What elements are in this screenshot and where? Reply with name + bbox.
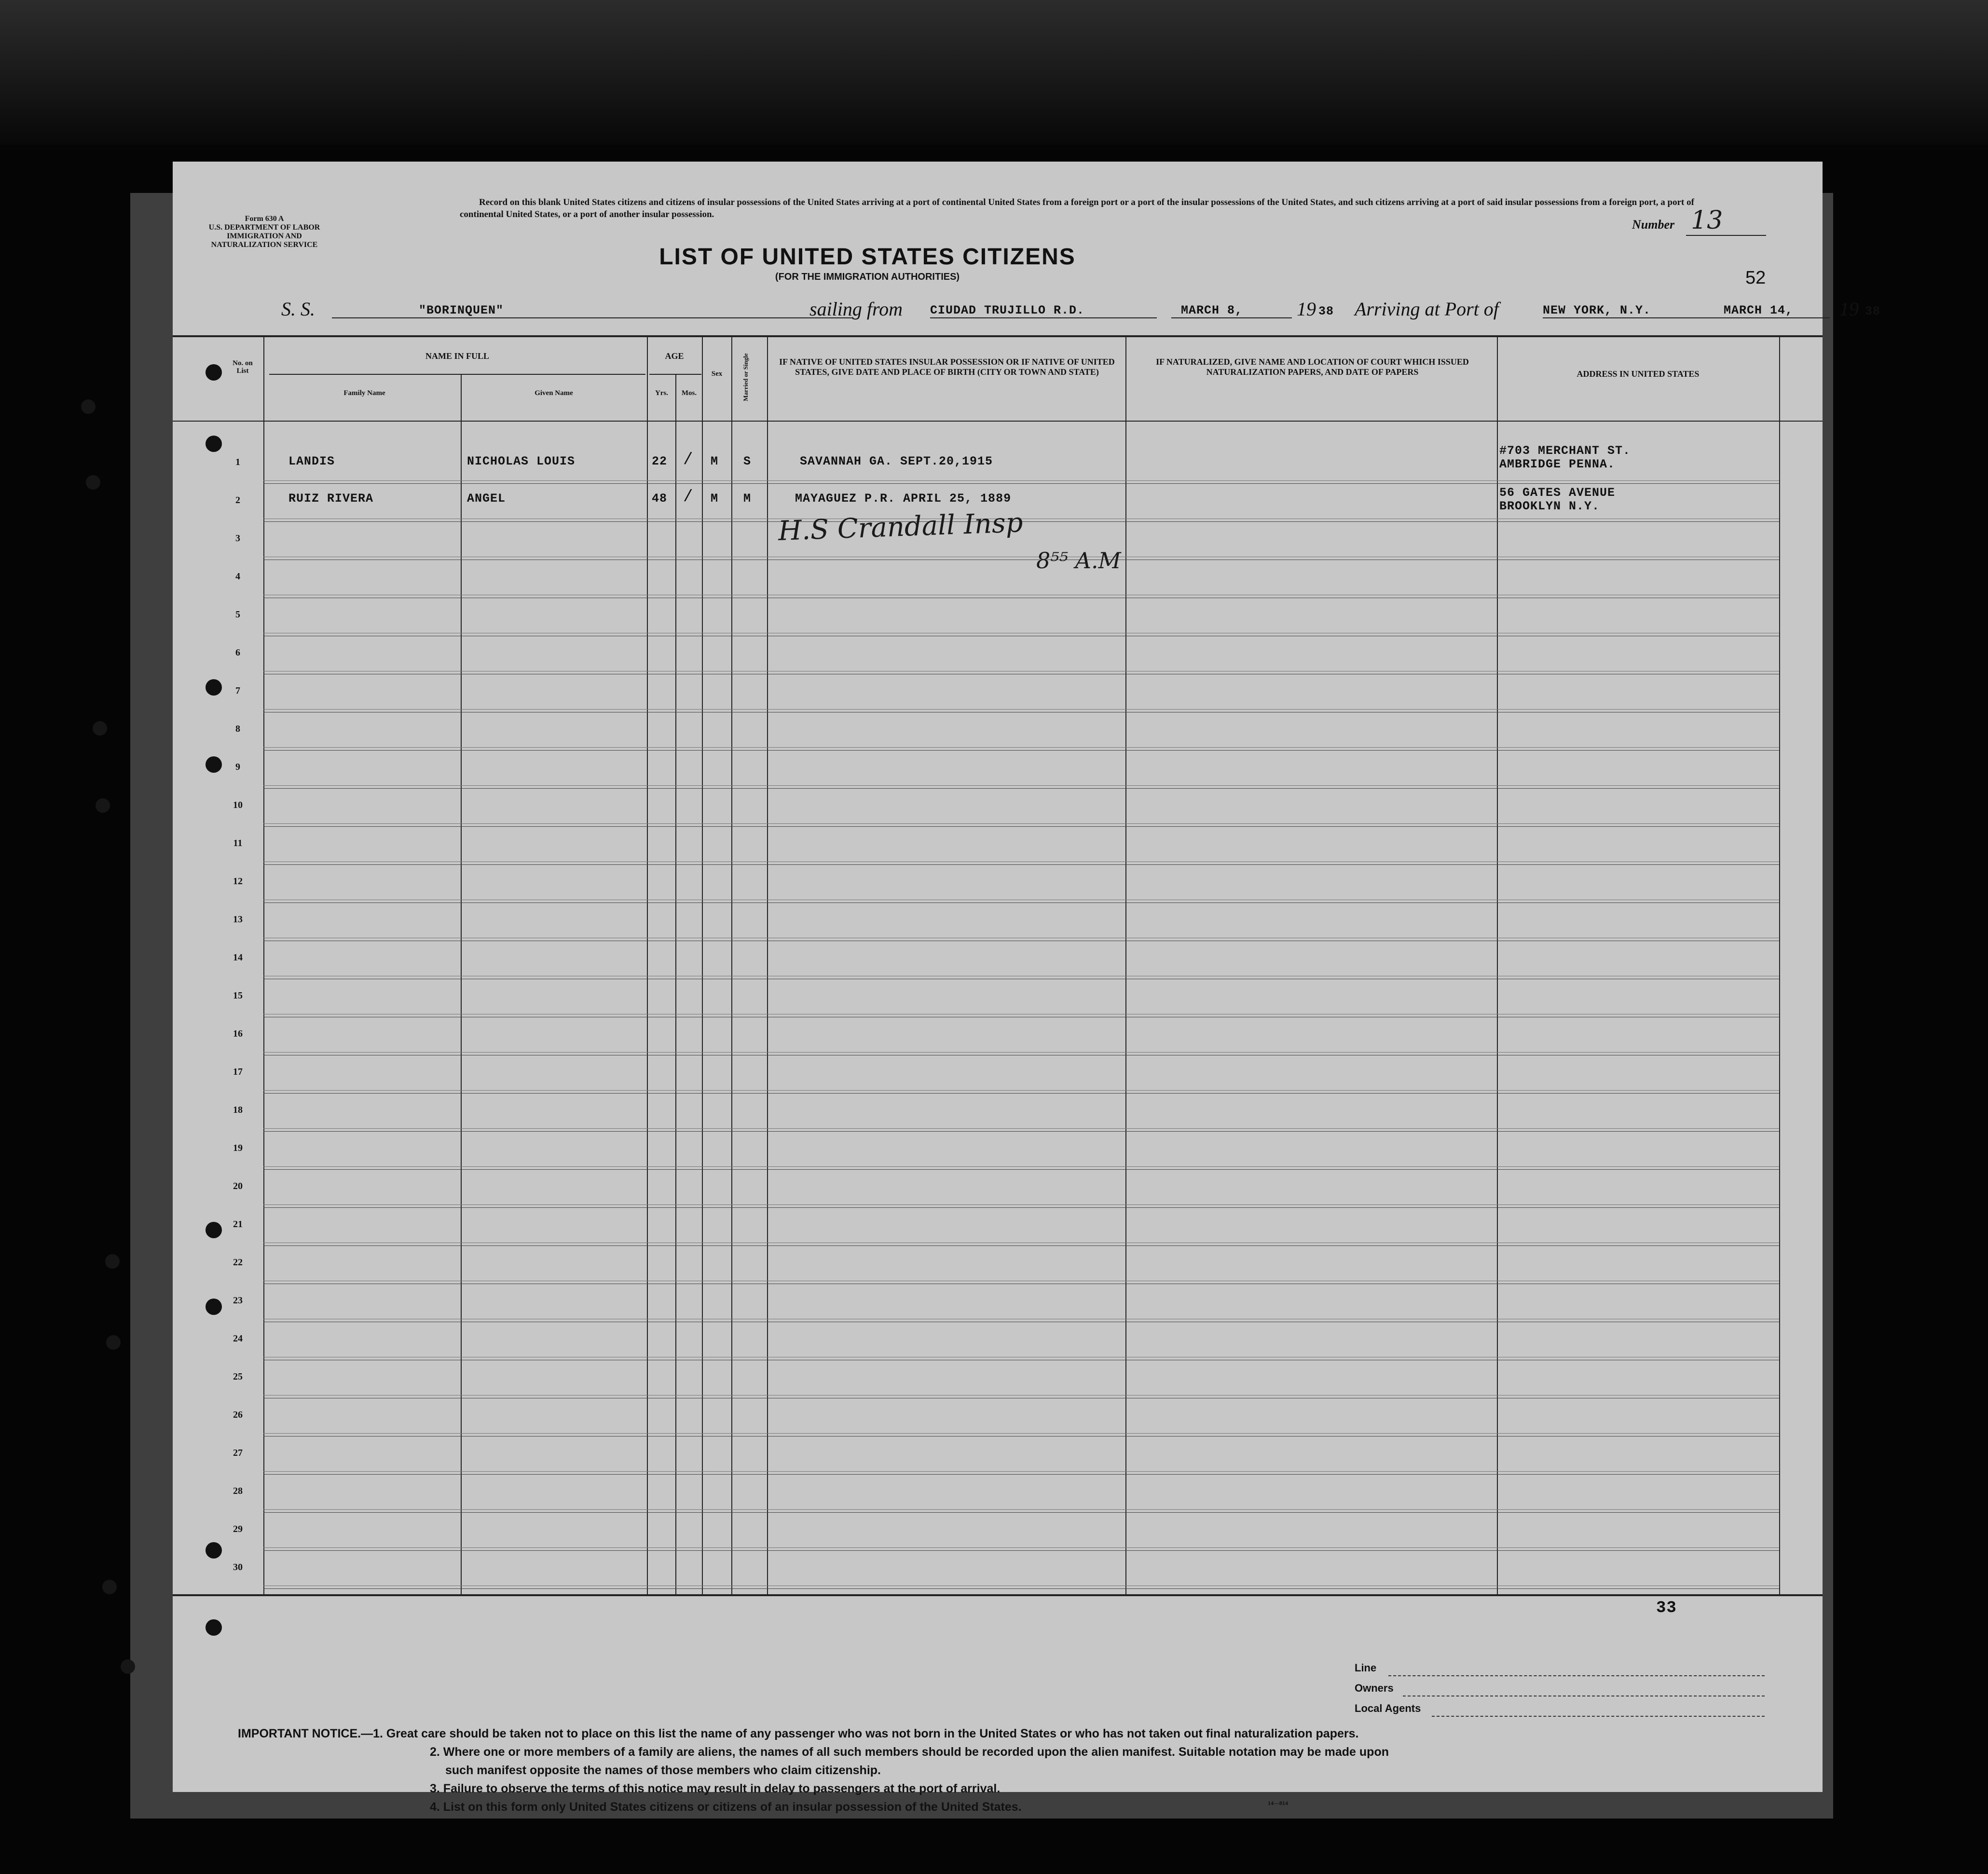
header-age: AGE — [665, 351, 684, 361]
table-top-rule — [173, 335, 1823, 337]
passenger-1-birth: SAVANNAH GA. SEPT.20,1915 — [800, 454, 993, 468]
row-rule — [263, 483, 1779, 484]
row-rule — [263, 1131, 1779, 1132]
row-rule-double — [263, 1090, 1779, 1091]
row-number: 3 — [235, 533, 240, 544]
binder-hole — [106, 1335, 121, 1350]
passenger-2-age-years: 48 — [652, 492, 668, 506]
col-line — [263, 336, 264, 1595]
row-rule — [263, 826, 1779, 827]
print-code: 14—814 — [1268, 1800, 1288, 1806]
departure-year: 38 — [1318, 304, 1334, 318]
header-family-name: Family Name — [343, 389, 385, 397]
passenger-1-given-name: NICHOLAS LOUIS — [467, 454, 576, 468]
notice-item-3: 3. Failure to observe the terms of this notice may result in delay to passengers at the port of arrival. — [430, 1782, 1001, 1795]
row-number: 27 — [233, 1448, 243, 1458]
row-number: 26 — [233, 1409, 243, 1420]
binder-hole — [81, 399, 96, 414]
row-rule-double — [263, 1471, 1779, 1472]
row-number: 10 — [233, 800, 243, 810]
owners-label: Owners — [1355, 1682, 1394, 1694]
punch-hole — [206, 756, 222, 773]
col-line — [731, 336, 732, 1595]
col-line — [702, 336, 703, 1595]
row-number: 19 — [233, 1143, 243, 1153]
page-stamp-number: 52 — [1745, 268, 1766, 288]
row-rule-double — [263, 823, 1779, 824]
row-number: 9 — [235, 762, 240, 772]
row-number: 20 — [233, 1181, 243, 1191]
col-line — [647, 336, 648, 1595]
row-number: 25 — [233, 1371, 243, 1382]
film-border-top — [0, 0, 1988, 145]
header-no-on-list: No. on List — [233, 359, 253, 375]
page-subtitle: (FOR THE IMMIGRATION AUTHORITIES) — [775, 272, 960, 282]
arrival-year-prefix: 19 — [1839, 298, 1859, 320]
row-number: 4 — [235, 571, 240, 582]
row-rule-double — [263, 1166, 1779, 1167]
row-rule — [263, 1169, 1779, 1170]
passenger-1-address-line1: #703 MERCHANT ST. — [1499, 444, 1631, 458]
passenger-2-family-name: RUIZ RIVERA — [288, 492, 374, 506]
sailing-from-label: sailing from — [809, 298, 903, 320]
number-label: Number — [1632, 218, 1675, 232]
notice-heading: IMPORTANT NOTICE.— — [238, 1727, 373, 1740]
row-number: 12 — [233, 876, 243, 887]
header-bottom-rule — [173, 421, 1823, 422]
form-id: Form 630 A — [245, 215, 284, 223]
row-number: 14 — [233, 952, 243, 963]
header-naturalized: IF NATURALIZED, GIVE NAME AND LOCATION OF COURT WHICH ISSUED NATURALIZATION PAPERS, AND DATE OF PAPERS — [1156, 357, 1469, 377]
page-title: LIST OF UNITED STATES CITIZENS — [659, 244, 1076, 270]
list-number — [1632, 206, 1786, 235]
header-mos: Mos. — [681, 389, 697, 397]
ss-label: S. S. — [281, 298, 315, 320]
punch-hole — [206, 1222, 222, 1238]
ship-name: "BORINQUEN" — [332, 303, 853, 318]
agents-block — [1355, 1662, 1765, 1723]
notice-item-1: 1. Great care should be taken not to place on this list the name of any passenger who was not born in the United States or who has not taken out final naturalization papers. — [373, 1727, 1359, 1740]
footer-count: 33 — [1656, 1599, 1677, 1617]
manifest-page — [173, 162, 1881, 1814]
passenger-1-age-months: / — [683, 451, 694, 469]
row-number: 16 — [233, 1028, 243, 1039]
row-rule — [263, 1093, 1779, 1094]
row-number: 21 — [233, 1219, 243, 1230]
passenger-2-given-name: ANGEL — [467, 492, 506, 506]
passenger-1-family-name: LANDIS — [288, 454, 335, 468]
service-name: IMMIGRATION AND NATURALIZATION SERVICE — [211, 232, 318, 249]
row-number: 22 — [233, 1257, 243, 1268]
header-address: ADDRESS IN UNITED STATES — [1577, 369, 1700, 379]
row-number: 8 — [235, 724, 240, 734]
local-agents-label: Local Agents — [1355, 1702, 1421, 1714]
number-value: 13 — [1686, 206, 1766, 236]
arriving-label: Arriving at Port of — [1355, 298, 1499, 320]
row-rule-double — [263, 480, 1779, 481]
passenger-1-age-years: 22 — [652, 454, 668, 468]
row-number: 1 — [235, 457, 240, 467]
department: U.S. DEPARTMENT OF LABOR — [208, 223, 320, 232]
row-number: 28 — [233, 1486, 243, 1496]
passenger-1-address-line2: AMBRIDGE PENNA. — [1499, 457, 1616, 471]
row-number: 13 — [233, 914, 243, 925]
row-rule-double — [263, 1204, 1779, 1205]
departure-port: CIUDAD TRUJILLO R.D. — [930, 303, 1157, 318]
notice-item-4: 4. List on this form only United States citizens or citizens of an insular possession of the United States. — [430, 1800, 1022, 1814]
row-number: 23 — [233, 1295, 243, 1306]
age-header-rule — [649, 374, 701, 375]
binder-hole — [93, 721, 107, 736]
row-number: 15 — [233, 990, 243, 1001]
row-number: 24 — [233, 1333, 243, 1344]
header-sex: Sex — [711, 370, 723, 378]
col-line — [1125, 336, 1126, 1595]
name-header-rule — [269, 374, 645, 375]
binder-hole — [121, 1659, 135, 1674]
row-rule — [263, 788, 1779, 789]
punch-hole — [206, 436, 222, 452]
header-name-in-full: NAME IN FULL — [425, 351, 489, 361]
header-yrs: Yrs. — [655, 389, 669, 397]
row-number: 7 — [235, 685, 240, 696]
line-label: Line — [1355, 1662, 1377, 1674]
row-number: 29 — [233, 1524, 243, 1534]
passenger-2-marital: M — [743, 492, 752, 506]
col-line — [1497, 336, 1498, 1595]
passenger-1-marital: S — [743, 454, 752, 468]
row-number: 11 — [233, 838, 243, 848]
punch-hole — [206, 364, 222, 381]
binder-hole — [105, 1254, 120, 1269]
passenger-2-age-months: / — [683, 488, 694, 506]
header-married-single: Married or Single — [742, 353, 749, 401]
inspector-signature: H.S Crandall Insp — [778, 507, 1024, 547]
form-instruction: Record on this blank United States citizens and citizens of insular possessions of the United States arriving at a port of continental United States from a foreign port or a port of the insular possessions of the United States, and such citizens arriving at a port of said insular possessions from a foreign port, a port of continental United States, or a port of another insular possession. — [460, 197, 1694, 219]
notice-item-2b: such manifest opposite the names of those members who claim citizenship. — [445, 1764, 881, 1777]
binder-hole — [86, 475, 100, 490]
departure-date: MARCH 8, — [1171, 303, 1292, 318]
row-rule — [263, 1474, 1779, 1475]
row-rule-double — [263, 785, 1779, 786]
header-birth: IF NATIVE OF UNITED STATES INSULAR POSSESSION OR IF NATIVE OF UNITED STATES, GIVE DATE AND PLACE OF BIRTH (CITY OR TOWN AND STATE) — [779, 357, 1115, 377]
passenger-2-address-line1: 56 GATES AVENUE — [1499, 486, 1616, 500]
row-rule — [263, 1588, 1779, 1589]
row-rule-double — [263, 1052, 1779, 1053]
notice-item-2a: 2. Where one or more members of a family are aliens, the names of all such members should be recorded upon the alien manifest. Suitable notation may be made upon — [430, 1745, 1389, 1759]
row-number: 6 — [235, 647, 240, 658]
col-line — [767, 336, 768, 1595]
row-number: 18 — [233, 1105, 243, 1115]
table-bottom-rule — [173, 1594, 1823, 1596]
row-rule-double — [263, 1547, 1779, 1548]
passenger-2-address-line2: BROOKLYN N.Y. — [1499, 499, 1600, 513]
punch-hole — [206, 679, 222, 696]
row-number: 30 — [233, 1562, 243, 1573]
binder-hole — [96, 798, 110, 813]
arrival-date: MARCH 14, — [1724, 303, 1830, 318]
row-number: 17 — [233, 1067, 243, 1077]
row-number: 5 — [235, 609, 240, 620]
row-rule — [263, 1550, 1779, 1551]
row-rule — [263, 1245, 1779, 1246]
punch-hole — [206, 1619, 222, 1636]
arrival-year: 38 — [1865, 304, 1881, 318]
departure-year-prefix: 19 — [1297, 298, 1316, 320]
voyage-line — [281, 298, 1881, 327]
row-rule-double — [263, 1128, 1779, 1129]
row-rule — [263, 750, 1779, 751]
row-rule-double — [263, 1433, 1779, 1434]
row-rule-double — [263, 1509, 1779, 1510]
passenger-2-birth: MAYAGUEZ P.R. APRIL 25, 1889 — [795, 492, 1012, 506]
row-rule-double — [263, 747, 1779, 748]
punch-hole — [206, 1542, 222, 1559]
important-notice — [238, 1724, 1820, 1816]
row-number: 2 — [235, 495, 240, 506]
punch-hole — [206, 1299, 222, 1315]
arrival-port: NEW YORK, N.Y. — [1543, 303, 1736, 318]
header-given-name: Given Name — [535, 389, 573, 397]
passenger-2-sex: M — [711, 492, 719, 506]
row-rule — [263, 864, 1779, 865]
row-rule — [263, 1207, 1779, 1208]
passenger-1-sex: M — [711, 454, 719, 468]
row-rule-double — [263, 709, 1779, 710]
col-line — [1779, 336, 1780, 1595]
binder-hole — [102, 1580, 117, 1594]
row-rule — [263, 1512, 1779, 1513]
inspection-time: 8⁵⁵ A.M — [1036, 547, 1121, 574]
